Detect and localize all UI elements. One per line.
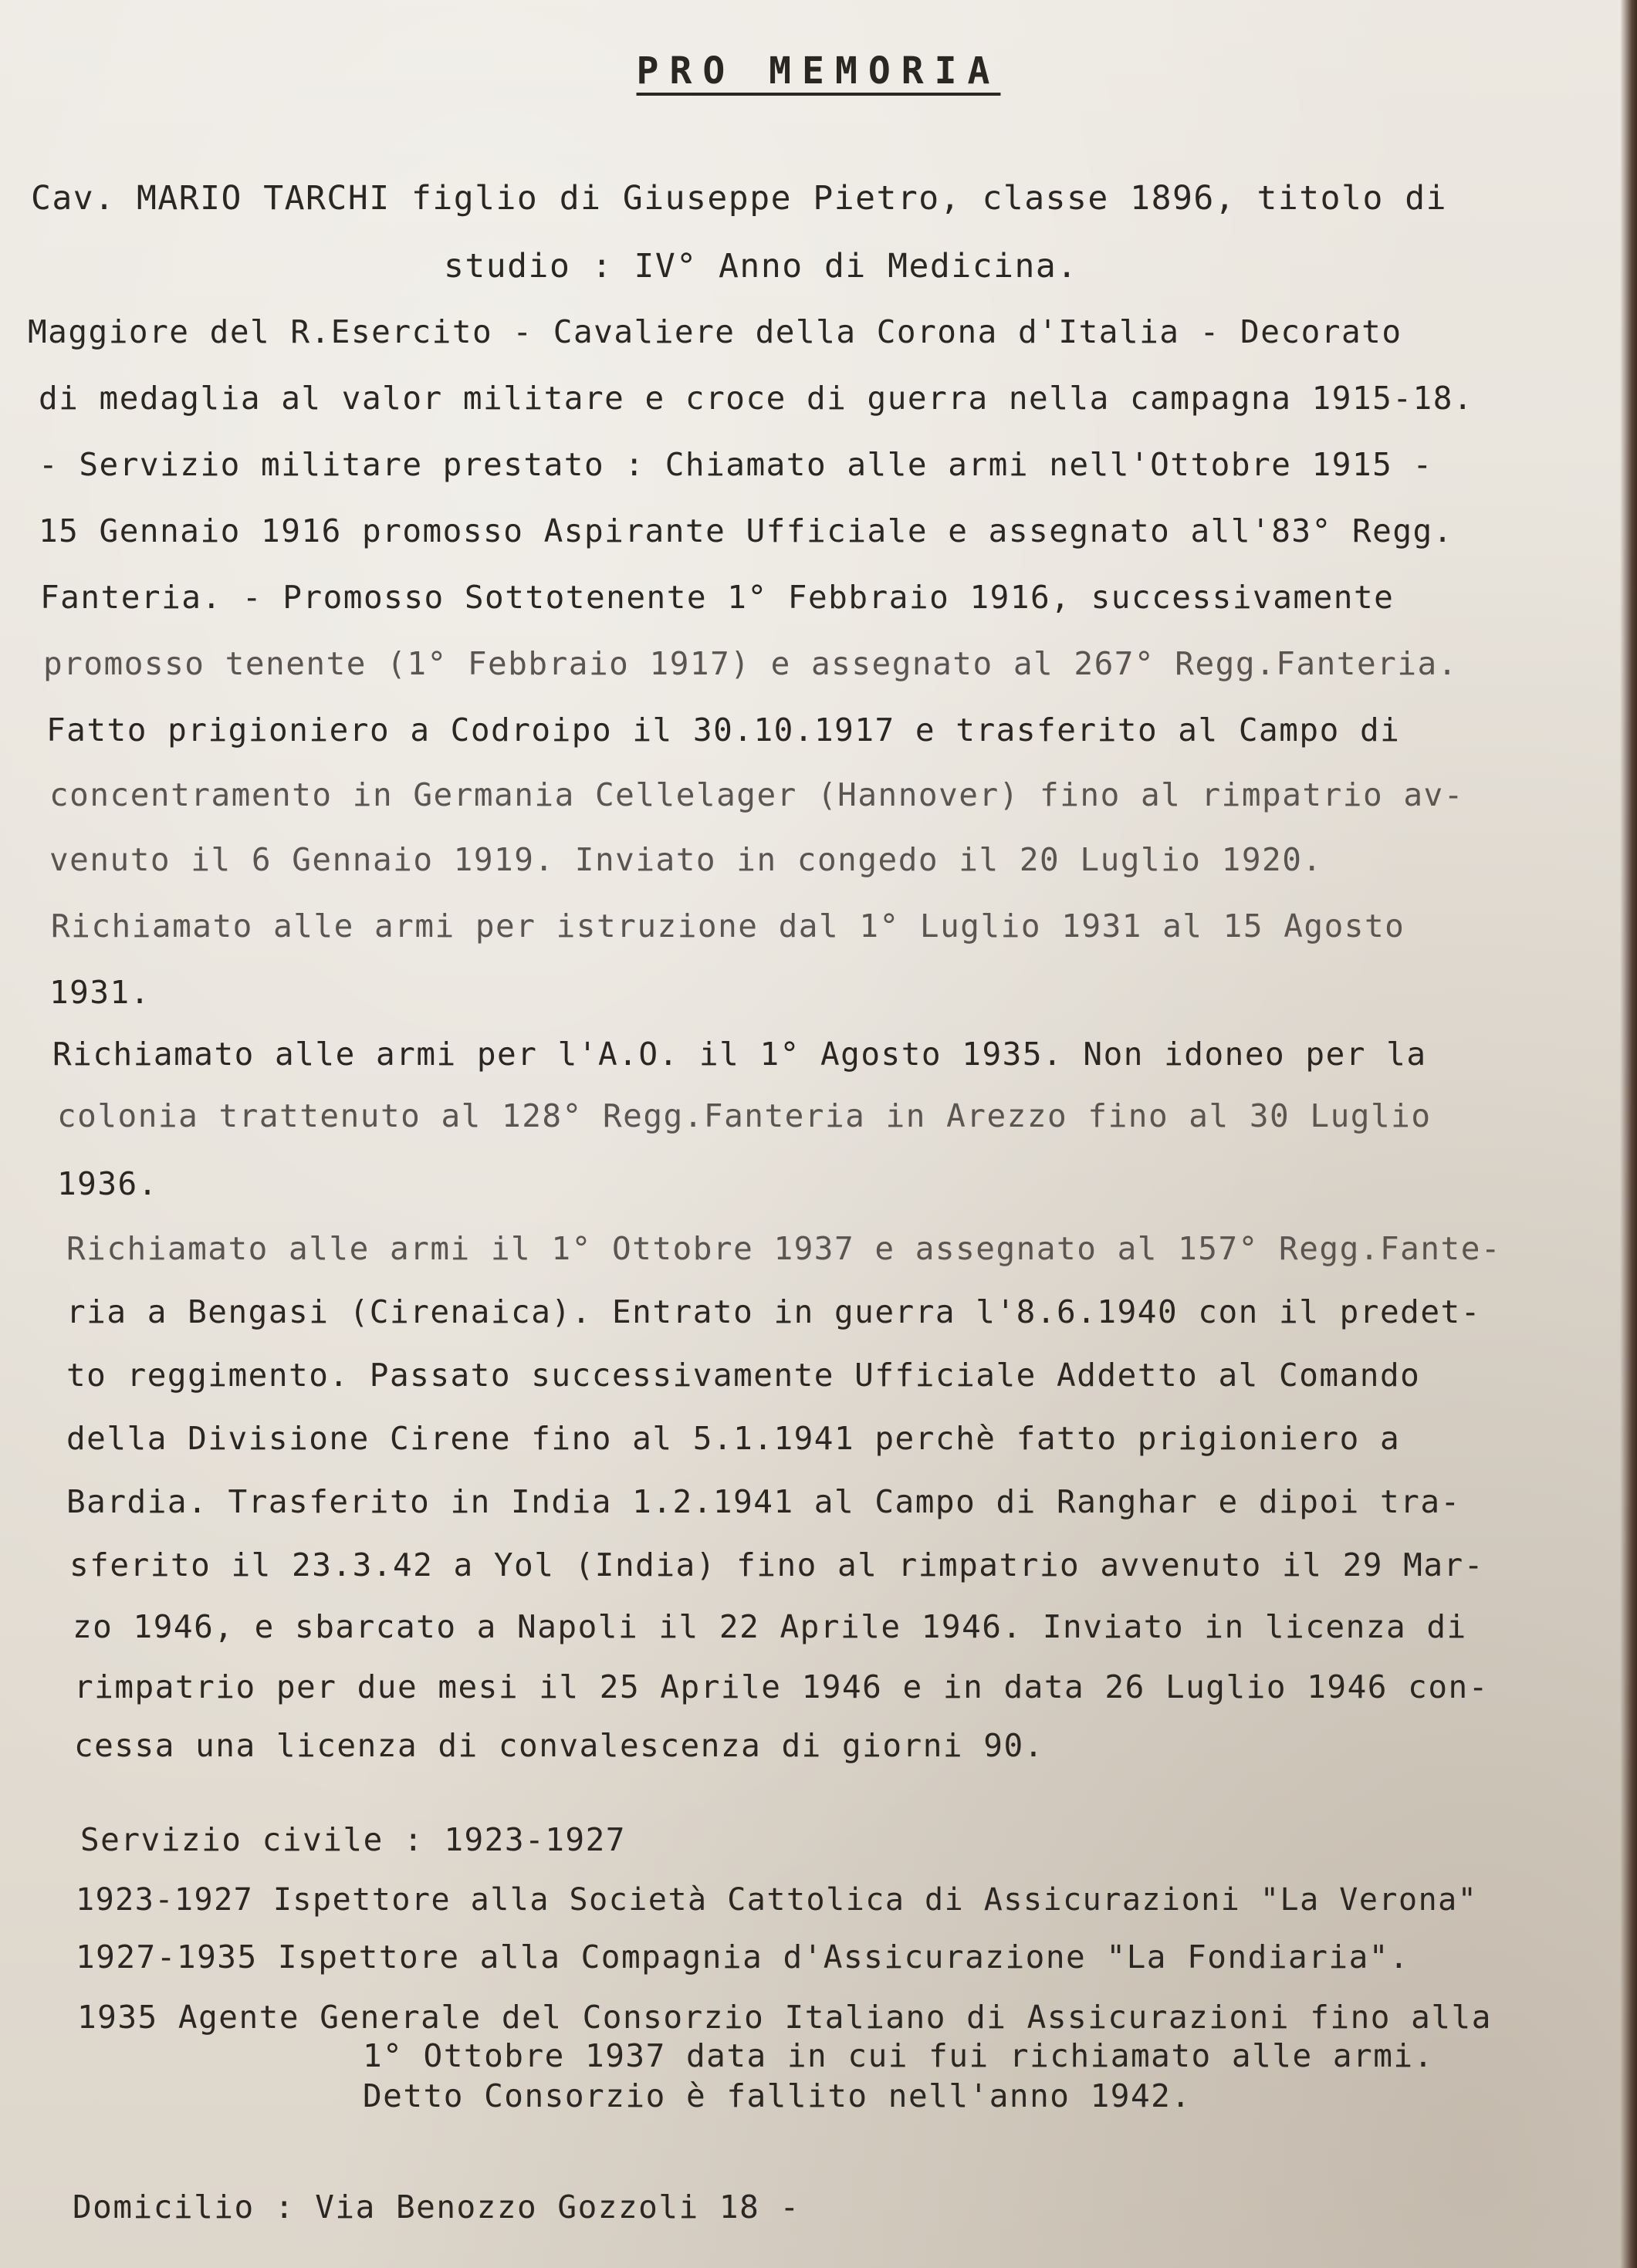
civil-line-2: 1927-1935 Ispettore alla Compagnia d'Assicurazione "La Fondiaria".: [76, 1938, 1410, 1976]
military-line-4: 15 Gennaio 1916 promosso Aspirante Ufficiale e assegnato all'83° Regg.: [39, 512, 1453, 549]
military-line-16: ria a Bengasi (Cirenaica). Entrato in guerra l'8.6.1940 con il predet-: [66, 1293, 1481, 1330]
military-line-20: sferito il 23.3.42 a Yol (India) fino al rimpatrio avvenuto il 29 Mar-: [69, 1546, 1484, 1584]
military-line-14: 1936.: [57, 1165, 158, 1202]
military-line-8: concentramento in Germania Cellelager (Hannover) fino al rimpatrio av-: [49, 776, 1464, 813]
military-line-15: Richiamato alle armi il 1° Ottobre 1937 e assegnato al 157° Regg.Fante-: [66, 1230, 1502, 1267]
civil-heading: Servizio civile : 1923-1927: [80, 1821, 626, 1858]
civil-line-5: Detto Consorzio è fallito nell'anno 1942.: [363, 2077, 1192, 2114]
military-line-17: to reggimento. Passato successivamente Ufficiale Addetto al Comando: [66, 1357, 1421, 1394]
military-line-3: - Servizio militare prestato : Chiamato alle armi nell'Ottobre 1915 -: [39, 446, 1433, 483]
military-line-9: venuto il 6 Gennaio 1919. Inviato in congedo il 20 Luglio 1920.: [49, 841, 1323, 878]
document-title: PRO MEMORIA: [636, 49, 1001, 93]
military-line-2: di medaglia al valor militare e croce di guerra nella campagna 1915-18.: [39, 380, 1474, 417]
civil-line-1: 1923-1927 Ispettore alla Società Cattolica di Assicurazioni "La Verona": [76, 1882, 1478, 1918]
civil-line-3: 1935 Agente Generale del Consorzio Italiano di Assicurazioni fino alla: [77, 1999, 1492, 2036]
military-line-13: colonia trattenuto al 128° Regg.Fanteria in Arezzo fino al 30 Luglio: [57, 1097, 1432, 1134]
civil-line-4: 1° Ottobre 1937 data in cui fui richiamato alle armi.: [363, 2037, 1434, 2074]
military-line-5: Fanteria. - Promosso Sottotenente 1° Febbraio 1916, successivamente: [40, 579, 1395, 616]
header-line-2: studio : IV° Anno di Medicina.: [444, 247, 1078, 286]
military-line-7: Fatto prigioniero a Codroipo il 30.10.1917 e trasferito al Campo di: [46, 711, 1401, 749]
military-line-6: promosso tenente (1° Febbraio 1917) e assegnato al 267° Regg.Fanteria.: [43, 645, 1458, 682]
military-line-1: Maggiore del R.Esercito - Cavaliere della Corona d'Italia - Decorato: [28, 313, 1402, 350]
header-line-1: Cav. MARIO TARCHI figlio di Giuseppe Pietro, classe 1896, titolo di: [31, 179, 1448, 218]
military-line-22: rimpatrio per due mesi il 25 Aprile 1946 e in data 26 Luglio 1946 con-: [74, 1668, 1489, 1705]
military-line-11: 1931.: [49, 974, 151, 1011]
military-line-21: zo 1946, e sbarcato a Napoli il 22 Aprile 1946. Inviato in licenza di: [73, 1608, 1467, 1645]
domicile-line: Domicilio : Via Benozzo Gozzoli 18 -: [73, 2189, 800, 2226]
military-line-18: della Divisione Cirene fino al 5.1.1941 perchè fatto prigioniero a: [66, 1420, 1401, 1457]
military-line-10: Richiamato alle armi per istruzione dal 1° Luglio 1931 al 15 Agosto: [51, 908, 1405, 945]
military-line-12: Richiamato alle armi per l'A.O. il 1° Agosto 1935. Non idoneo per la: [52, 1036, 1427, 1073]
military-line-23: cessa una licenza di convalescenza di giorni 90.: [74, 1727, 1044, 1764]
page-edge-shadow: [1620, 0, 1637, 2268]
military-line-19: Bardia. Trasferito in India 1.2.1941 al Campo di Ranghar e dipoi tra-: [66, 1483, 1461, 1520]
